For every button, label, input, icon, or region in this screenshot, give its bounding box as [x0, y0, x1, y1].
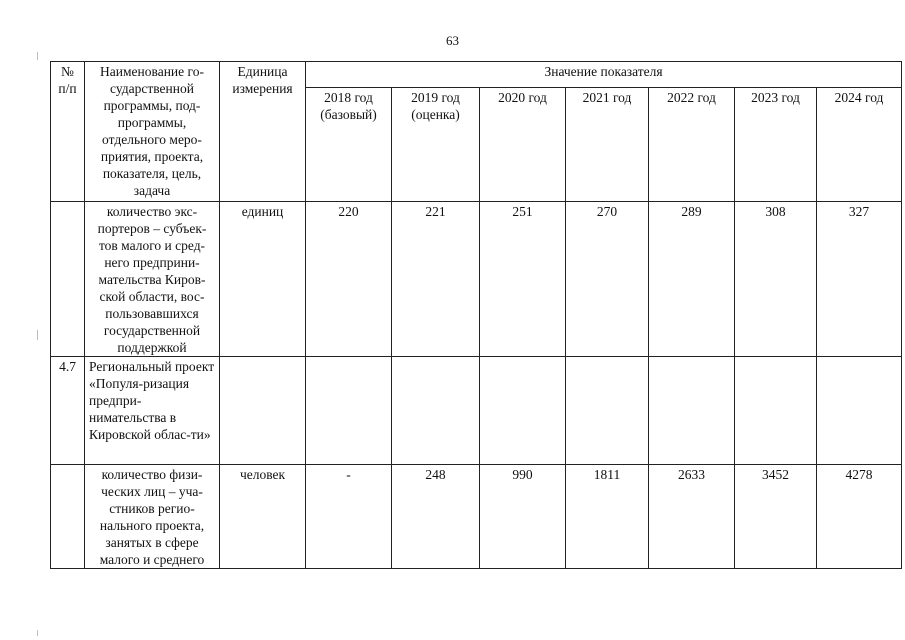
row-value-2022: 2633 — [649, 465, 735, 569]
header-num: № п/п — [51, 62, 85, 202]
header-year-2021: 2021 год — [566, 88, 649, 202]
page-number: 63 — [446, 33, 459, 48]
header-year-2022: 2022 год — [649, 88, 735, 202]
row-value-2018: - — [306, 465, 392, 569]
header-row-top — [51, 62, 902, 88]
row-value-2024 — [817, 357, 902, 465]
row-value-2021: 270 — [566, 202, 649, 357]
table-row — [51, 202, 902, 357]
header-unit: Единица измерения — [220, 62, 306, 202]
row-unit: единиц — [220, 202, 306, 357]
row-value-2020: 990 — [480, 465, 566, 569]
row-num: 4.7 — [51, 357, 85, 465]
row-unit: человек — [220, 465, 306, 569]
row-value-2019 — [392, 357, 480, 465]
header-year-2019: 2019 год (оценка) — [392, 88, 480, 202]
row-value-2020: 251 — [480, 202, 566, 357]
scan-mark — [37, 52, 38, 60]
row-value-2023: 3452 — [735, 465, 817, 569]
row-name: количество экс-портеров – субъек-тов малого и сред-него предприни-мательства Киров-ской области, вос-пользовавшихся государственной поддержкой — [85, 202, 220, 357]
row-value-2023 — [735, 357, 817, 465]
row-value-2019: 248 — [392, 465, 480, 569]
row-value-2021: 1811 — [566, 465, 649, 569]
scan-mark — [37, 630, 38, 636]
row-num — [51, 202, 85, 357]
row-value-2021 — [566, 357, 649, 465]
header-name: Наименование го-сударственной программы, под-программы, отдельного меро-приятия, проекта, показателя, цель, задача — [85, 62, 220, 202]
row-value-2022 — [649, 357, 735, 465]
row-value-2024: 4278 — [817, 465, 902, 569]
row-value-2018: 220 — [306, 202, 392, 357]
row-name: Региональный проект «Популя-ризация предпри-нимательства в Кировской облас-ти» — [85, 357, 220, 465]
row-value-2022: 289 — [649, 202, 735, 357]
row-value-2024: 327 — [817, 202, 902, 357]
indicators-table — [50, 61, 902, 569]
header-year-2018: 2018 год (базовый) — [306, 88, 392, 202]
row-value-2018 — [306, 357, 392, 465]
table-row — [51, 465, 902, 569]
scan-mark — [37, 330, 38, 340]
row-unit — [220, 357, 306, 465]
table-row — [51, 357, 902, 465]
header-year-2020: 2020 год — [480, 88, 566, 202]
row-num — [51, 465, 85, 569]
header-year-2023: 2023 год — [735, 88, 817, 202]
row-value-2020 — [480, 357, 566, 465]
row-value-2019: 221 — [392, 202, 480, 357]
header-year-2024: 2024 год — [817, 88, 902, 202]
header-values: Значение показателя — [306, 62, 902, 88]
row-value-2023: 308 — [735, 202, 817, 357]
row-name: количество физи-ческих лиц – уча-стников регио-нального проекта, занятых в сфере малого и среднего — [85, 465, 220, 569]
